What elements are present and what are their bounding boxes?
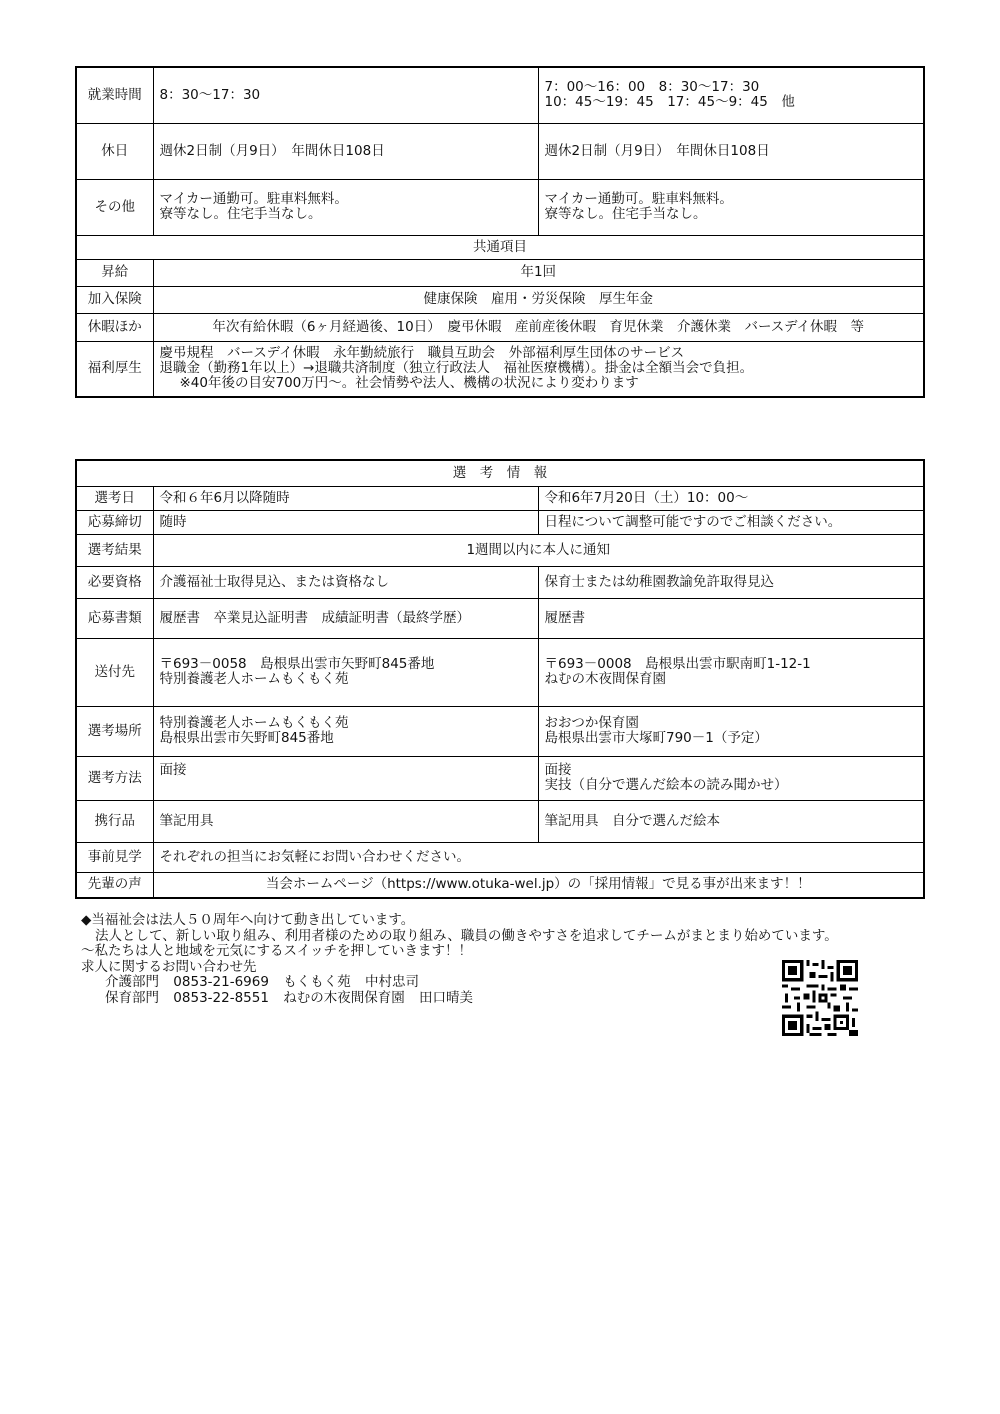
note-line: ～私たちは人と地域を元気にするスイッチを押していきます！！ <box>81 943 472 959</box>
selection-heading: 選 考 情 報 <box>76 460 924 486</box>
selection-row <box>76 510 924 534</box>
leave-row <box>76 313 924 341</box>
nursery-value: 日程について調整可能ですのでご相談ください。 <box>538 510 924 534</box>
nursery-work-hours: 7：00～16：00 8：30～17：30 10：45～19：45 17：45～9：45 他 <box>538 67 924 123</box>
care-value: 履歴書 卒業見込証明書 成績証明書（最終学歴） <box>153 598 538 638</box>
selection-heading-row <box>76 460 924 486</box>
common-heading: 共通項目 <box>76 235 924 259</box>
row-label: 休暇ほか <box>76 313 153 341</box>
selection-table <box>75 459 925 899</box>
row-label: 先輩の声 <box>76 872 153 898</box>
selection-row <box>76 756 924 800</box>
nursery-value: 令和6年7月20日（土）10：00～ <box>538 486 924 510</box>
holidays-row <box>76 123 924 179</box>
nursery-holidays: 週休2日制（月9日） 年間休日108日 <box>538 123 924 179</box>
row-label: 就業時間 <box>76 67 153 123</box>
selection-row <box>76 534 924 566</box>
selection-row <box>76 638 924 706</box>
nursery-value: 〒693－0008 島根県出雲市駅南町1-12-1 ねむの木夜間保育園 <box>538 638 924 706</box>
care-value: 特別養護老人ホームもくもく苑 島根県出雲市矢野町845番地 <box>153 706 538 756</box>
insurance-value: 健康保険 雇用・労災保険 厚生年金 <box>153 286 924 313</box>
work-hours-row <box>76 67 924 123</box>
selection-row <box>76 872 924 898</box>
contact-title: 求人に関するお問い合わせ先 <box>81 958 257 975</box>
merged-value: 当会ホームページ（https://www.otuka-wel.jp）の「採用情報」で見る事が出来ます！！ <box>153 872 924 898</box>
care-value: 随時 <box>153 510 538 534</box>
note-line: ◆当福祉会は法人５０周年へ向けて動き出しています。 <box>81 912 415 928</box>
welfare-value: 慶弔規程 バースデイ休暇 永年勤続旅行 職員互助会 外部福利厚生団体のサービス 退職金（勤務1年以上）→退職共済制度（独立行政法人 福祉医療機構）。掛金は全額当会で負担。 ※40年後の目安700万円～。社会情勢や法人、機構の状況により変わります <box>153 341 924 397</box>
row-label: 応募締切 <box>76 510 153 534</box>
selection-row <box>76 598 924 638</box>
other-row <box>76 179 924 235</box>
row-label: 昇給 <box>76 259 153 286</box>
note-line: 法人として、新しい取り組み、利用者様のための取り組み、職員の働きやすさを追求してチームがまとまり始めています。 <box>95 927 838 944</box>
row-label: 携行品 <box>76 800 153 842</box>
care-value: 筆記用具 <box>153 800 538 842</box>
leave-value: 年次有給休暇（6ヶ月経過後、10日） 慶弔休暇 産前産後休暇 育児休業 介護休業 バースデイ休暇 等 <box>153 313 924 341</box>
row-label: 休日 <box>76 123 153 179</box>
care-value: 〒693－0058 島根県出雲市矢野町845番地 特別養護老人ホームもくもく苑 <box>153 638 538 706</box>
row-label: 加入保険 <box>76 286 153 313</box>
row-label: 事前見学 <box>76 842 153 872</box>
care-holidays: 週休2日制（月9日） 年間休日108日 <box>153 123 538 179</box>
welfare-row <box>76 341 924 397</box>
conditions-table <box>75 66 925 398</box>
care-other: マイカー通勤可。駐車料無料。 寮等なし。住宅手当なし。 <box>153 179 538 235</box>
selection-row <box>76 706 924 756</box>
care-value: 介護福祉士取得見込、または資格なし <box>153 566 538 598</box>
merged-value: 1週間以内に本人に通知 <box>153 534 924 566</box>
row-label: 選考日 <box>76 486 153 510</box>
raise-row <box>76 259 924 286</box>
contact-care: 介護部門 0853-21-6969 もくもく苑 中村忠司 <box>105 974 420 990</box>
nursery-value: おおつか保育園 島根県出雲市大塚町790－1（予定） <box>538 706 924 756</box>
row-label: 選考場所 <box>76 706 153 756</box>
nursery-value: 筆記用具 自分で選んだ絵本 <box>538 800 924 842</box>
row-label: 選考結果 <box>76 534 153 566</box>
care-work-hours: 8：30～17：30 <box>153 67 538 123</box>
left-span-value: それぞれの担当にお気軽にお問い合わせください。 <box>153 842 924 872</box>
row-label: 必要資格 <box>76 566 153 598</box>
care-value: 令和６年6月以降随時 <box>153 486 538 510</box>
common-heading-row <box>76 235 924 259</box>
selection-row <box>76 842 924 872</box>
row-label: 選考方法 <box>76 756 153 800</box>
contact-nursery: 保育部門 0853-22-8551 ねむの木夜間保育園 田口晴美 <box>105 989 474 1006</box>
row-label: 応募書類 <box>76 598 153 638</box>
care-value: 面接 <box>153 756 538 800</box>
nursery-value: 面接 実技（自分で選んだ絵本の読み聞かせ） <box>538 756 924 800</box>
selection-row <box>76 566 924 598</box>
raise-value: 年1回 <box>153 259 924 286</box>
nursery-value: 履歴書 <box>538 598 924 638</box>
nursery-other: マイカー通勤可。駐車料無料。 寮等なし。住宅手当なし。 <box>538 179 924 235</box>
nursery-value: 保育士または幼稚園教諭免許取得見込 <box>538 566 924 598</box>
row-label: 送付先 <box>76 638 153 706</box>
selection-row <box>76 800 924 842</box>
qr-code-icon[interactable] <box>782 960 858 1036</box>
row-label: 福利厚生 <box>76 341 153 397</box>
selection-row <box>76 486 924 510</box>
insurance-row <box>76 286 924 313</box>
row-label: その他 <box>76 179 153 235</box>
